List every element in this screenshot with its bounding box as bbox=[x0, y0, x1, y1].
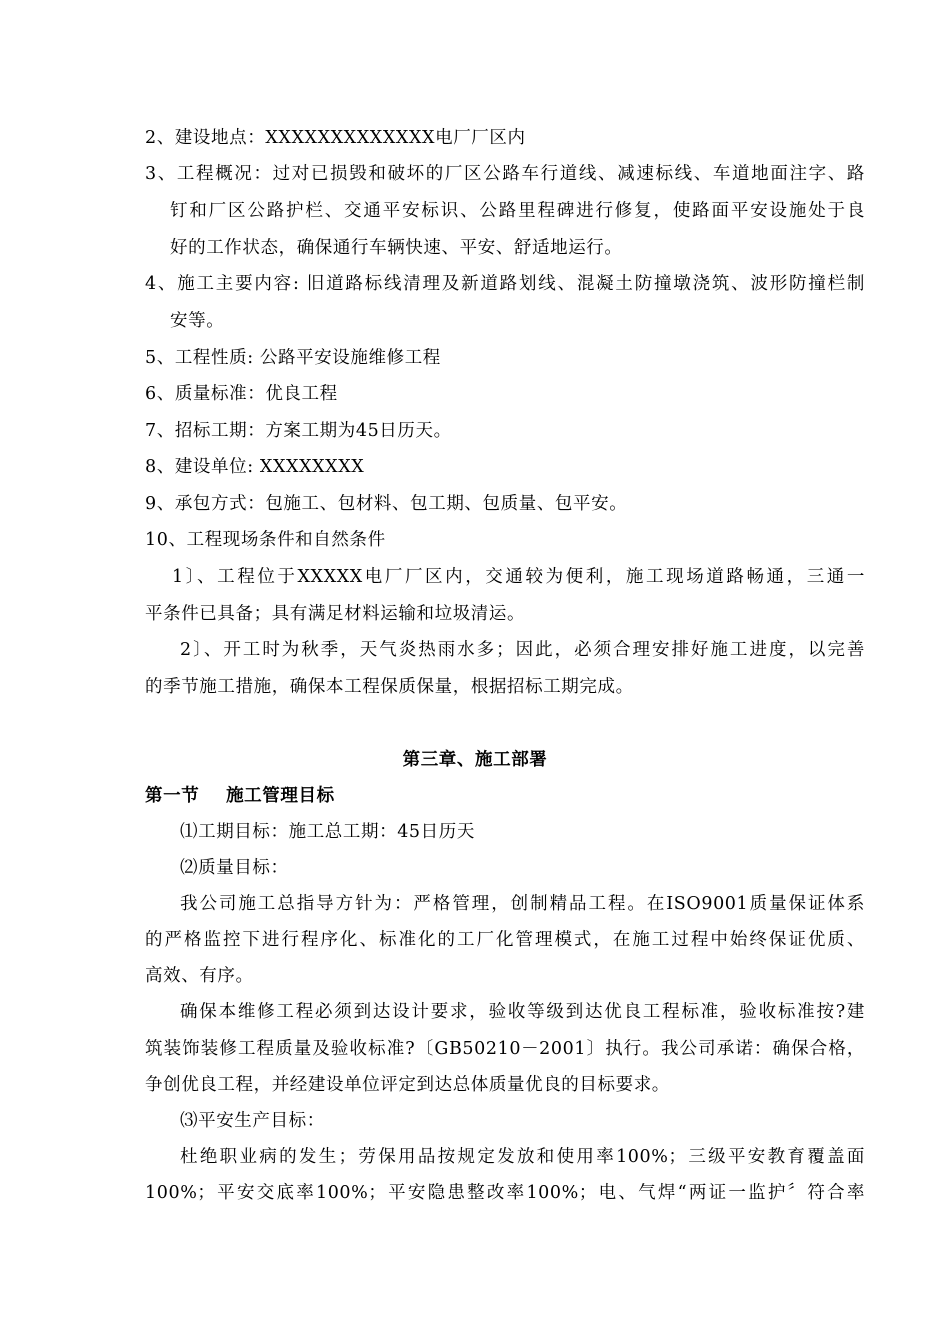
paragraph-quality-commitment: 确保本维修工程必须到达设计要求，验收等级到达优良工程标准，验收标准按?建 bbox=[180, 1002, 865, 1022]
paragraph-quality-commitment-cont: 争创优良工程，并经建设单位评定到达总体质量优良的目标要求。 bbox=[145, 1075, 670, 1095]
goal-schedule: ⑴工期目标：施工总工期：45日历天 bbox=[180, 822, 475, 842]
goal-safety-heading: ⑶平安生产目标： bbox=[180, 1111, 325, 1131]
item-owner: 8、建设单位: XXXXXXXX bbox=[145, 457, 365, 477]
paragraph-quality-policy-cont: 高效、有序。 bbox=[145, 966, 254, 986]
item-project-overview-cont: 好的工作状态，确保通行车辆快速、平安、舒适地运行。 bbox=[170, 238, 623, 258]
paragraph-safety-goals-cont: 100%；平安交底率100%；平安隐患整改率100%；电、气焊“两证一监护〞符合率 bbox=[145, 1183, 865, 1203]
paragraph-safety-goals: 杜绝职业病的发生；劳保用品按规定发放和使用率100%；三级平安教育覆盖面 bbox=[180, 1147, 865, 1167]
item-project-overview-cont: 钉和厂区公路护栏、交通平安标识、公路里程碑进行修复，使路面平安设施处于良 bbox=[170, 201, 865, 221]
section-heading: 第一节 施工管理目标 bbox=[145, 786, 335, 806]
item-site-conditions: 10、工程现场条件和自然条件 bbox=[145, 530, 386, 550]
item-tender-period: 7、招标工期：方案工期为45日历天。 bbox=[145, 421, 452, 441]
item-construction-site: 2、建设地点：XXXXXXXXXXXXX电厂厂区内 bbox=[145, 128, 526, 148]
item-main-content-cont: 安等。 bbox=[170, 311, 225, 331]
item-project-overview: 3、工程概况：过对已损毁和破坏的厂区公路车行道线、减速标线、车道地面注字、路 bbox=[145, 164, 865, 184]
paragraph-condition-2: 2〕、开工时为秋季，天气炎热雨水多；因此，必须合理安排好施工进度，以完善 bbox=[180, 640, 865, 660]
paragraph-quality-policy-cont: 的严格监控下进行程序化、标准化的工厂化管理模式，在施工过程中始终保证优质、 bbox=[145, 930, 865, 950]
goal-quality-heading: ⑵质量目标： bbox=[180, 858, 289, 878]
item-quality-standard: 6、质量标准：优良工程 bbox=[145, 384, 338, 404]
paragraph-condition-2-cont: 的季节施工措施，确保本工程保质保量，根据招标工期完成。 bbox=[145, 677, 634, 697]
item-project-nature: 5、工程性质: 公路平安设施维修工程 bbox=[145, 348, 441, 368]
paragraph-condition-1-cont: 平条件已具备；具有满足材料运输和垃圾清运。 bbox=[145, 604, 526, 624]
paragraph-condition-1: 1〕、工程位于XXXXX电厂厂区内，交通较为便利，施工现场道路畅通，三通一 bbox=[172, 567, 865, 587]
item-main-content: 4、施工主要内容: 旧道路标线清理及新道路划线、混凝土防撞墩浇筑、波形防撞栏制 bbox=[145, 274, 865, 294]
item-contract-mode: 9、承包方式：包施工、包材料、包工期、包质量、包平安。 bbox=[145, 494, 628, 514]
paragraph-quality-commitment-cont: 筑装饰装修工程质量及验收标准?〔GB50210－2001〕执行。我公司承诺：确保合格， bbox=[145, 1039, 865, 1059]
paragraph-quality-policy: 我公司施工总指导方针为：严格管理，创制精品工程。在ISO9001质量保证体系 bbox=[180, 894, 865, 914]
chapter-heading: 第三章、施工部署 bbox=[402, 750, 548, 770]
